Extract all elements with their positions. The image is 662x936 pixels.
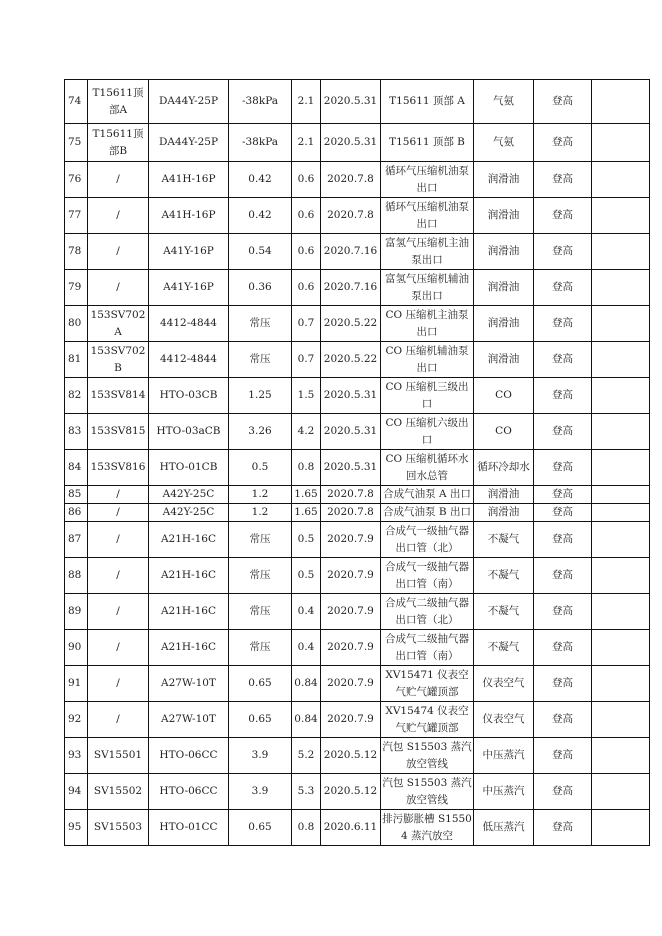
work-type-cell: 登高 xyxy=(534,594,592,630)
valve-model-cell: A41Y-16P xyxy=(149,234,229,270)
set-pressure-cell: 0.54 xyxy=(229,234,292,270)
medium-cell: 不凝气 xyxy=(474,594,534,630)
install-location-cell: 排污膨胀槽 S15504 蒸汽放空 xyxy=(381,810,474,846)
table-row xyxy=(65,378,650,414)
valve-model-cell: HTO-03CB xyxy=(149,378,229,414)
valve-model-cell: A21H-16C xyxy=(149,558,229,594)
rated-pressure-cell: 4.2 xyxy=(292,414,321,450)
medium-cell: 不凝气 xyxy=(474,558,534,594)
work-type-cell: 登高 xyxy=(534,738,592,774)
check-date-cell: 2020.7.8 xyxy=(321,504,381,522)
valve-model-cell: 4412-4844 xyxy=(149,342,229,378)
table-row xyxy=(65,234,650,270)
check-date-cell: 2020.5.31 xyxy=(321,378,381,414)
set-pressure-cell: 常压 xyxy=(229,522,292,558)
install-location-cell: CO 压缩机辅油泵出口 xyxy=(381,342,474,378)
set-pressure-cell: 常压 xyxy=(229,558,292,594)
rated-pressure-cell: 0.7 xyxy=(292,306,321,342)
row-number-cell: 92 xyxy=(65,702,88,738)
medium-cell: 润滑油 xyxy=(474,486,534,504)
install-location-cell: 富氢气压缩机辅油泵出口 xyxy=(381,270,474,306)
medium-cell: 润滑油 xyxy=(474,234,534,270)
work-type-cell: 登高 xyxy=(534,504,592,522)
rated-pressure-cell: 5.3 xyxy=(292,774,321,810)
tag-number-cell: / xyxy=(88,486,149,504)
check-date-cell: 2020.5.31 xyxy=(321,414,381,450)
set-pressure-cell: 0.65 xyxy=(229,702,292,738)
valve-model-cell: DA44Y-25P xyxy=(149,124,229,162)
medium-cell: 不凝气 xyxy=(474,630,534,666)
check-date-cell: 2020.5.12 xyxy=(321,738,381,774)
tag-number-cell: / xyxy=(88,666,149,702)
medium-cell: CO xyxy=(474,414,534,450)
remarks-cell xyxy=(592,504,650,522)
medium-cell: 润滑油 xyxy=(474,504,534,522)
install-location-cell: 合成气一级抽气器出口管（北） xyxy=(381,522,474,558)
work-type-cell: 登高 xyxy=(534,486,592,504)
remarks-cell xyxy=(592,378,650,414)
medium-cell: 低压蒸汽 xyxy=(474,810,534,846)
check-date-cell: 2020.7.9 xyxy=(321,558,381,594)
remarks-cell xyxy=(592,270,650,306)
work-type-cell: 登高 xyxy=(534,234,592,270)
remarks-cell xyxy=(592,558,650,594)
medium-cell: 润滑油 xyxy=(474,270,534,306)
install-location-cell: CO 压缩机三级出口 xyxy=(381,378,474,414)
remarks-cell xyxy=(592,522,650,558)
table-body xyxy=(65,80,650,846)
valve-model-cell: HTO-06CC xyxy=(149,738,229,774)
set-pressure-cell: -38kPa xyxy=(229,80,292,124)
remarks-cell xyxy=(592,702,650,738)
work-type-cell: 登高 xyxy=(534,810,592,846)
tag-number-cell: 153SV702B xyxy=(88,342,149,378)
work-type-cell: 登高 xyxy=(534,702,592,738)
table-row xyxy=(65,270,650,306)
set-pressure-cell: 0.65 xyxy=(229,810,292,846)
remarks-cell xyxy=(592,486,650,504)
table-row xyxy=(65,522,650,558)
install-location-cell: 汽包 S15503 蒸汽放空管线 xyxy=(381,774,474,810)
rated-pressure-cell: 1.65 xyxy=(292,486,321,504)
check-date-cell: 2020.5.22 xyxy=(321,306,381,342)
install-location-cell: XV15474 仪表空气贮气罐顶部 xyxy=(381,702,474,738)
table-row xyxy=(65,124,650,162)
set-pressure-cell: 常压 xyxy=(229,342,292,378)
row-number-cell: 79 xyxy=(65,270,88,306)
row-number-cell: 88 xyxy=(65,558,88,594)
tag-number-cell: / xyxy=(88,702,149,738)
tag-number-cell: 153SV702A xyxy=(88,306,149,342)
install-location-cell: CO 压缩机六级出口 xyxy=(381,414,474,450)
check-date-cell: 2020.7.8 xyxy=(321,486,381,504)
row-number-cell: 89 xyxy=(65,594,88,630)
work-type-cell: 登高 xyxy=(534,522,592,558)
set-pressure-cell: 0.36 xyxy=(229,270,292,306)
table-row xyxy=(65,702,650,738)
rated-pressure-cell: 0.8 xyxy=(292,810,321,846)
remarks-cell xyxy=(592,80,650,124)
valve-model-cell: A41H-16P xyxy=(149,162,229,198)
medium-cell: 循环冷却水 xyxy=(474,450,534,486)
set-pressure-cell: 0.5 xyxy=(229,450,292,486)
work-type-cell: 登高 xyxy=(534,198,592,234)
rated-pressure-cell: 0.84 xyxy=(292,702,321,738)
work-type-cell: 登高 xyxy=(534,306,592,342)
check-date-cell: 2020.7.8 xyxy=(321,198,381,234)
check-date-cell: 2020.7.16 xyxy=(321,270,381,306)
remarks-cell xyxy=(592,630,650,666)
row-number-cell: 77 xyxy=(65,198,88,234)
row-number-cell: 95 xyxy=(65,810,88,846)
medium-cell: 气氨 xyxy=(474,124,534,162)
remarks-cell xyxy=(592,594,650,630)
install-location-cell: CO 压缩机循环水回水总管 xyxy=(381,450,474,486)
row-number-cell: 87 xyxy=(65,522,88,558)
check-date-cell: 2020.5.22 xyxy=(321,342,381,378)
set-pressure-cell: 0.65 xyxy=(229,666,292,702)
valve-model-cell: HTO-01CC xyxy=(149,810,229,846)
check-date-cell: 2020.7.9 xyxy=(321,630,381,666)
tag-number-cell: SV15503 xyxy=(88,810,149,846)
check-date-cell: 2020.6.11 xyxy=(321,810,381,846)
table-row xyxy=(65,486,650,504)
check-date-cell: 2020.5.31 xyxy=(321,80,381,124)
tag-number-cell: 153SV816 xyxy=(88,450,149,486)
remarks-cell xyxy=(592,414,650,450)
rated-pressure-cell: 0.6 xyxy=(292,162,321,198)
install-location-cell: 循环气压缩机油泵出口 xyxy=(381,198,474,234)
work-type-cell: 登高 xyxy=(534,450,592,486)
row-number-cell: 81 xyxy=(65,342,88,378)
valve-model-cell: 4412-4844 xyxy=(149,306,229,342)
table-row xyxy=(65,504,650,522)
tag-number-cell: / xyxy=(88,522,149,558)
install-location-cell: 富氢气压缩机主油泵出口 xyxy=(381,234,474,270)
install-location-cell: 汽包 S15503 蒸汽放空管线 xyxy=(381,738,474,774)
table-row xyxy=(65,738,650,774)
table-row xyxy=(65,414,650,450)
tag-number-cell: SV15502 xyxy=(88,774,149,810)
table-row xyxy=(65,774,650,810)
set-pressure-cell: 1.2 xyxy=(229,504,292,522)
tag-number-cell: / xyxy=(88,558,149,594)
row-number-cell: 86 xyxy=(65,504,88,522)
table-row xyxy=(65,306,650,342)
check-date-cell: 2020.7.8 xyxy=(321,162,381,198)
tag-number-cell: / xyxy=(88,198,149,234)
tag-number-cell: 153SV815 xyxy=(88,414,149,450)
row-number-cell: 76 xyxy=(65,162,88,198)
work-type-cell: 登高 xyxy=(534,774,592,810)
valve-model-cell: A27W-10T xyxy=(149,702,229,738)
set-pressure-cell: 1.25 xyxy=(229,378,292,414)
rated-pressure-cell: 1.65 xyxy=(292,504,321,522)
check-date-cell: 2020.7.16 xyxy=(321,234,381,270)
valve-model-cell: HTO-06CC xyxy=(149,774,229,810)
medium-cell: 不凝气 xyxy=(474,522,534,558)
check-date-cell: 2020.7.9 xyxy=(321,522,381,558)
rated-pressure-cell: 1.5 xyxy=(292,378,321,414)
work-type-cell: 登高 xyxy=(534,124,592,162)
rated-pressure-cell: 0.84 xyxy=(292,666,321,702)
rated-pressure-cell: 0.7 xyxy=(292,342,321,378)
install-location-cell: 合成气二级抽气器出口管（北） xyxy=(381,594,474,630)
set-pressure-cell: 0.42 xyxy=(229,162,292,198)
work-type-cell: 登高 xyxy=(534,666,592,702)
valve-model-cell: HTO-01CB xyxy=(149,450,229,486)
remarks-cell xyxy=(592,450,650,486)
valve-model-cell: HTO-03aCB xyxy=(149,414,229,450)
check-date-cell: 2020.7.9 xyxy=(321,666,381,702)
row-number-cell: 84 xyxy=(65,450,88,486)
remarks-cell xyxy=(592,666,650,702)
medium-cell: 中压蒸汽 xyxy=(474,738,534,774)
install-location-cell: T15611 顶部 B xyxy=(381,124,474,162)
set-pressure-cell: 常压 xyxy=(229,630,292,666)
check-date-cell: 2020.7.9 xyxy=(321,594,381,630)
row-number-cell: 75 xyxy=(65,124,88,162)
rated-pressure-cell: 2.1 xyxy=(292,124,321,162)
medium-cell: 仪表空气 xyxy=(474,666,534,702)
medium-cell: 润滑油 xyxy=(474,306,534,342)
remarks-cell xyxy=(592,738,650,774)
medium-cell: 气氨 xyxy=(474,80,534,124)
rated-pressure-cell: 0.6 xyxy=(292,198,321,234)
valve-model-cell: A21H-16C xyxy=(149,522,229,558)
row-number-cell: 91 xyxy=(65,666,88,702)
set-pressure-cell: 常压 xyxy=(229,306,292,342)
tag-number-cell: / xyxy=(88,162,149,198)
check-date-cell: 2020.7.9 xyxy=(321,702,381,738)
valve-model-cell: A21H-16C xyxy=(149,630,229,666)
install-location-cell: XV15471 仪表空气贮气罐顶部 xyxy=(381,666,474,702)
table-row xyxy=(65,198,650,234)
medium-cell: 润滑油 xyxy=(474,342,534,378)
tag-number-cell: / xyxy=(88,504,149,522)
row-number-cell: 93 xyxy=(65,738,88,774)
remarks-cell xyxy=(592,198,650,234)
table-row xyxy=(65,80,650,124)
install-location-cell: 合成气油泵 B 出口 xyxy=(381,504,474,522)
table-row xyxy=(65,594,650,630)
remarks-cell xyxy=(592,342,650,378)
valve-table xyxy=(64,79,650,846)
medium-cell: 中压蒸汽 xyxy=(474,774,534,810)
tag-number-cell: / xyxy=(88,594,149,630)
work-type-cell: 登高 xyxy=(534,558,592,594)
set-pressure-cell: -38kPa xyxy=(229,124,292,162)
install-location-cell: T15611 顶部 A xyxy=(381,80,474,124)
remarks-cell xyxy=(592,810,650,846)
medium-cell: 润滑油 xyxy=(474,198,534,234)
rated-pressure-cell: 0.5 xyxy=(292,522,321,558)
valve-model-cell: A27W-10T xyxy=(149,666,229,702)
table-row xyxy=(65,630,650,666)
work-type-cell: 登高 xyxy=(534,378,592,414)
install-location-cell: 合成气二级抽气器出口管（南） xyxy=(381,630,474,666)
row-number-cell: 90 xyxy=(65,630,88,666)
remarks-cell xyxy=(592,774,650,810)
tag-number-cell: / xyxy=(88,630,149,666)
set-pressure-cell: 3.9 xyxy=(229,738,292,774)
row-number-cell: 94 xyxy=(65,774,88,810)
table-row xyxy=(65,666,650,702)
medium-cell: CO xyxy=(474,378,534,414)
set-pressure-cell: 0.42 xyxy=(229,198,292,234)
set-pressure-cell: 3.26 xyxy=(229,414,292,450)
work-type-cell: 登高 xyxy=(534,342,592,378)
tag-number-cell: 153SV814 xyxy=(88,378,149,414)
check-date-cell: 2020.5.31 xyxy=(321,450,381,486)
work-type-cell: 登高 xyxy=(534,80,592,124)
work-type-cell: 登高 xyxy=(534,270,592,306)
table-row xyxy=(65,558,650,594)
row-number-cell: 85 xyxy=(65,486,88,504)
set-pressure-cell: 常压 xyxy=(229,594,292,630)
tag-number-cell: / xyxy=(88,234,149,270)
rated-pressure-cell: 2.1 xyxy=(292,80,321,124)
table-row xyxy=(65,342,650,378)
rated-pressure-cell: 5.2 xyxy=(292,738,321,774)
valve-model-cell: A42Y-25C xyxy=(149,486,229,504)
work-type-cell: 登高 xyxy=(534,414,592,450)
tag-number-cell: T15611顶部B xyxy=(88,124,149,162)
row-number-cell: 82 xyxy=(65,378,88,414)
table-row xyxy=(65,810,650,846)
install-location-cell: CO 压缩机主油泵出口 xyxy=(381,306,474,342)
install-location-cell: 合成气油泵 A 出口 xyxy=(381,486,474,504)
rated-pressure-cell: 0.6 xyxy=(292,234,321,270)
remarks-cell xyxy=(592,306,650,342)
work-type-cell: 登高 xyxy=(534,630,592,666)
row-number-cell: 83 xyxy=(65,414,88,450)
rated-pressure-cell: 0.8 xyxy=(292,450,321,486)
tag-number-cell: T15611顶部A xyxy=(88,80,149,124)
valve-model-cell: A41Y-16P xyxy=(149,270,229,306)
tag-number-cell: SV15501 xyxy=(88,738,149,774)
table-row xyxy=(65,162,650,198)
install-location-cell: 循环气压缩机油泵出口 xyxy=(381,162,474,198)
table-row xyxy=(65,450,650,486)
remarks-cell xyxy=(592,162,650,198)
valve-model-cell: A21H-16C xyxy=(149,594,229,630)
row-number-cell: 74 xyxy=(65,80,88,124)
remarks-cell xyxy=(592,124,650,162)
row-number-cell: 78 xyxy=(65,234,88,270)
medium-cell: 仪表空气 xyxy=(474,702,534,738)
valve-model-cell: DA44Y-25P xyxy=(149,80,229,124)
rated-pressure-cell: 0.6 xyxy=(292,270,321,306)
rated-pressure-cell: 0.5 xyxy=(292,558,321,594)
medium-cell: 润滑油 xyxy=(474,162,534,198)
valve-model-cell: A41H-16P xyxy=(149,198,229,234)
work-type-cell: 登高 xyxy=(534,162,592,198)
install-location-cell: 合成气一级抽气器出口管（南） xyxy=(381,558,474,594)
valve-model-cell: A42Y-25C xyxy=(149,504,229,522)
remarks-cell xyxy=(592,234,650,270)
tag-number-cell: / xyxy=(88,270,149,306)
row-number-cell: 80 xyxy=(65,306,88,342)
rated-pressure-cell: 0.4 xyxy=(292,594,321,630)
set-pressure-cell: 3.9 xyxy=(229,774,292,810)
check-date-cell: 2020.5.31 xyxy=(321,124,381,162)
check-date-cell: 2020.5.12 xyxy=(321,774,381,810)
set-pressure-cell: 1.2 xyxy=(229,486,292,504)
rated-pressure-cell: 0.4 xyxy=(292,630,321,666)
